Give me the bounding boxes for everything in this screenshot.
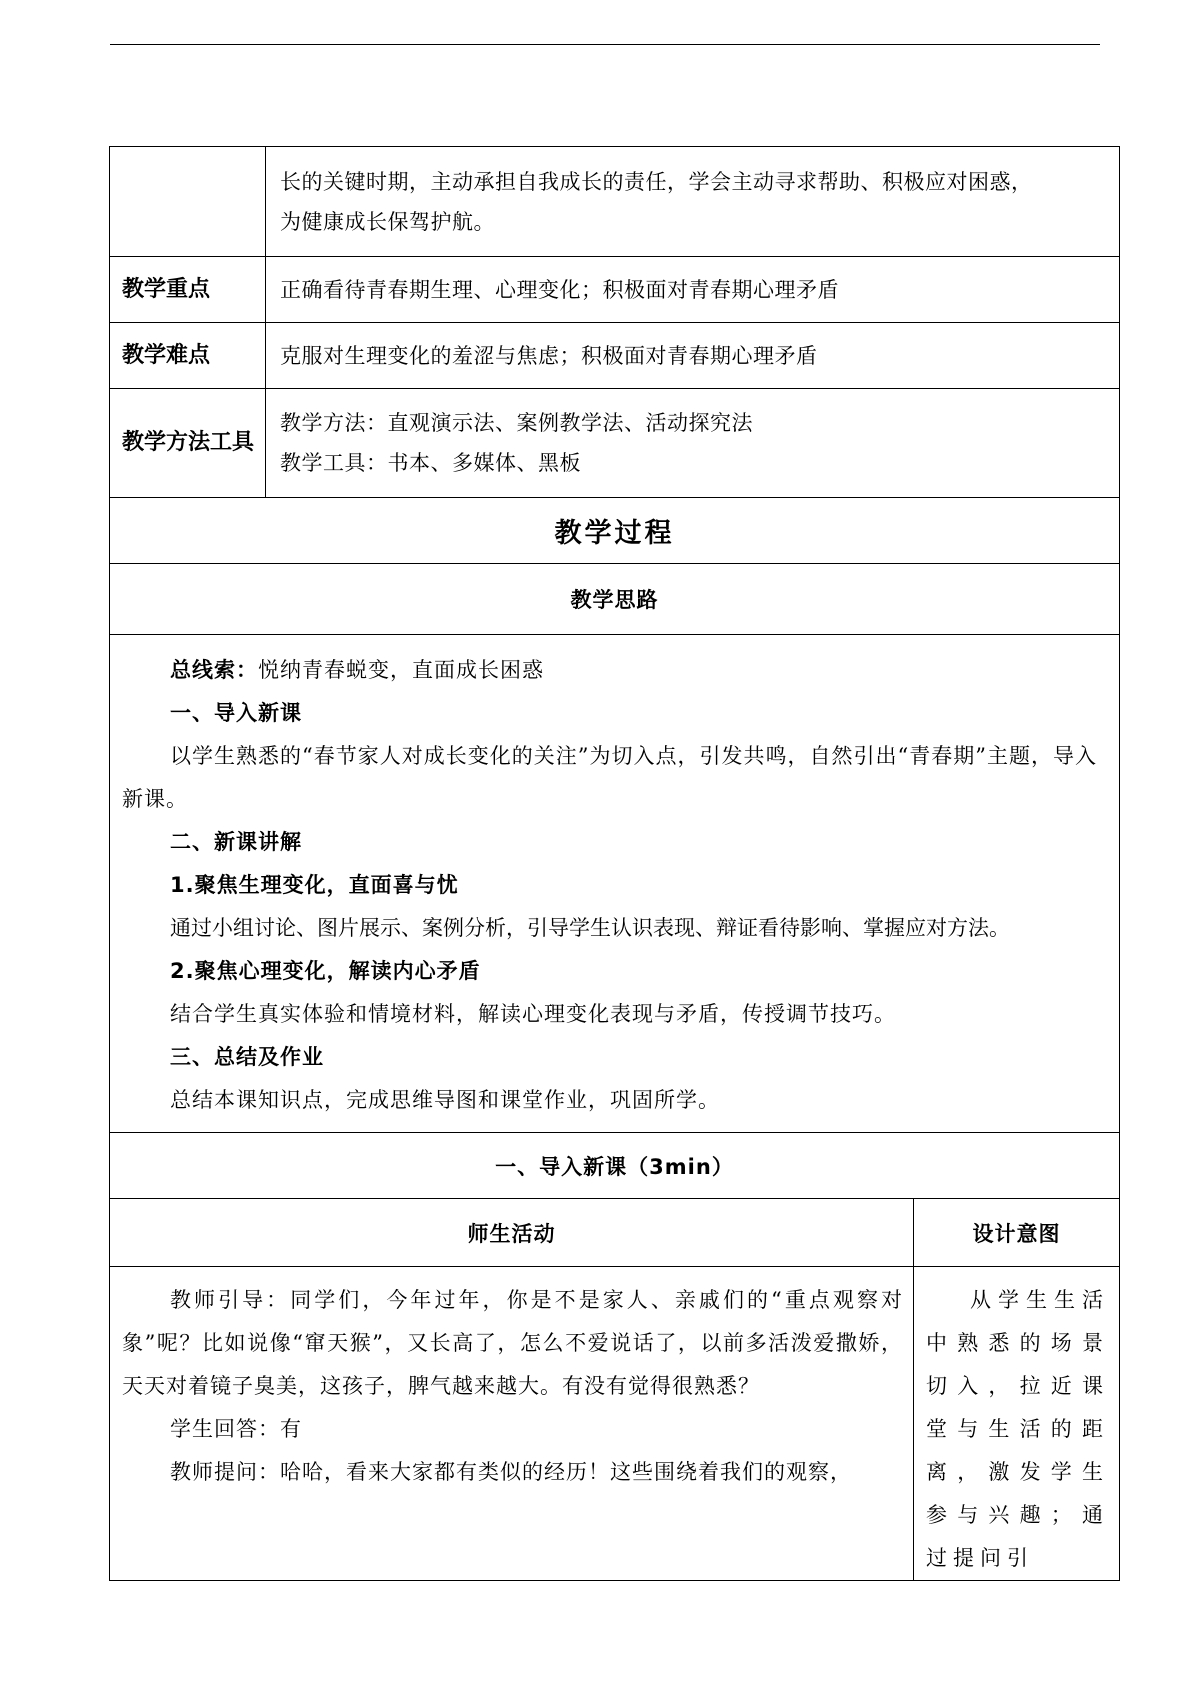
intro-section-title: 一、导入新课（3min） bbox=[110, 1133, 1120, 1199]
col-intent-header: 设计意图 bbox=[914, 1199, 1120, 1267]
main-clue bbox=[122, 649, 1109, 692]
intent-cell bbox=[914, 1267, 1120, 1581]
methods-tools-row bbox=[110, 389, 1120, 498]
thinking-body-row bbox=[110, 635, 1120, 1133]
section-2-1-title: 1.聚焦生理变化，直面喜与忧 bbox=[170, 873, 459, 897]
col-activity-header: 师生活动 bbox=[110, 1199, 914, 1267]
thinking-title: 教学思路 bbox=[110, 564, 1120, 635]
process-title-row bbox=[110, 498, 1120, 564]
intent-text: 从学生生活中熟悉的场景切入，拉近课堂与生活的距离，激发学生参与兴趣；通过提问引 bbox=[926, 1288, 1109, 1570]
section-1-title: 一、导入新课 bbox=[170, 701, 302, 725]
section-2-2-title: 2.聚焦心理变化，解读内心矛盾 bbox=[170, 959, 481, 983]
main-clue-label: 总线索： bbox=[170, 658, 258, 682]
difficulties-row bbox=[110, 323, 1120, 389]
activity-paragraph-1: 教师引导：同学们，今年过年，你是不是家人、亲戚们的“重点观察对象”呢？比如说像“窜天猴”，又长高了，怎么不爱说话了，以前多活泼爱撒娇，天天对着镜子臭美，这孩子，脾气越来越大。有没有觉得很熟悉？ bbox=[122, 1288, 903, 1398]
section-2-2-text: 结合学生真实体验和情境材料，解读心理变化表现与矛盾，传授调节技巧。 bbox=[170, 1002, 896, 1026]
section-2-title: 二、新课讲解 bbox=[170, 830, 302, 854]
intro-body-row bbox=[110, 1267, 1120, 1581]
methods-text: 教学方法：直观演示法、案例教学法、活动探究法 bbox=[280, 411, 753, 435]
section-3-text: 总结本课知识点，完成思维导图和课堂作业，巩固所学。 bbox=[170, 1088, 720, 1112]
lesson-plan-table bbox=[109, 146, 1120, 1581]
objective-row bbox=[110, 147, 1120, 257]
key-points-row bbox=[110, 257, 1120, 323]
tools-text: 教学工具：书本、多媒体、黑板 bbox=[280, 451, 581, 475]
header-rule bbox=[110, 44, 1100, 45]
objective-line-1: 长的关键时期，主动承担自我成长的责任，学会主动寻求帮助、积极应对困惑， bbox=[280, 169, 1033, 194]
difficulties-text: 克服对生理变化的羞涩与焦虑；积极面对青春期心理矛盾 bbox=[266, 323, 1120, 389]
activity-paragraph-2: 学生回答：有 bbox=[170, 1417, 302, 1441]
section-2-1-text: 通过小组讨论、图片展示、案例分析，引导学生认识表现、辩证看待影响、掌握应对方法。 bbox=[170, 916, 1010, 940]
section-3-title: 三、总结及作业 bbox=[170, 1045, 324, 1069]
intro-columns-row bbox=[110, 1199, 1120, 1267]
thinking-title-row bbox=[110, 564, 1120, 635]
thinking-body bbox=[110, 635, 1120, 1133]
objective-text-cell bbox=[266, 147, 1120, 257]
difficulties-label: 教学难点 bbox=[110, 323, 266, 389]
section-1-text: 以学生熟悉的“春节家人对成长变化的关注”为切入点，引发共鸣，自然引出“青春期”主题，导入新课。 bbox=[122, 744, 1097, 811]
activity-paragraph-3: 教师提问：哈哈，看来大家都有类似的经历！这些围绕着我们的观察， bbox=[170, 1460, 852, 1484]
methods-tools-label: 教学方法工具 bbox=[110, 389, 266, 498]
main-clue-text: 悦纳青春蜕变，直面成长困惑 bbox=[258, 658, 544, 682]
process-title: 教学过程 bbox=[110, 498, 1120, 564]
methods-tools-text bbox=[266, 389, 1120, 498]
intro-title-row bbox=[110, 1133, 1120, 1199]
activity-cell bbox=[110, 1267, 914, 1581]
key-points-label: 教学重点 bbox=[110, 257, 266, 323]
key-points-text: 正确看待青春期生理、心理变化；积极面对青春期心理矛盾 bbox=[266, 257, 1120, 323]
objective-label-cell bbox=[110, 147, 266, 257]
objective-line-2: 为健康成长保驾护航。 bbox=[280, 209, 495, 234]
